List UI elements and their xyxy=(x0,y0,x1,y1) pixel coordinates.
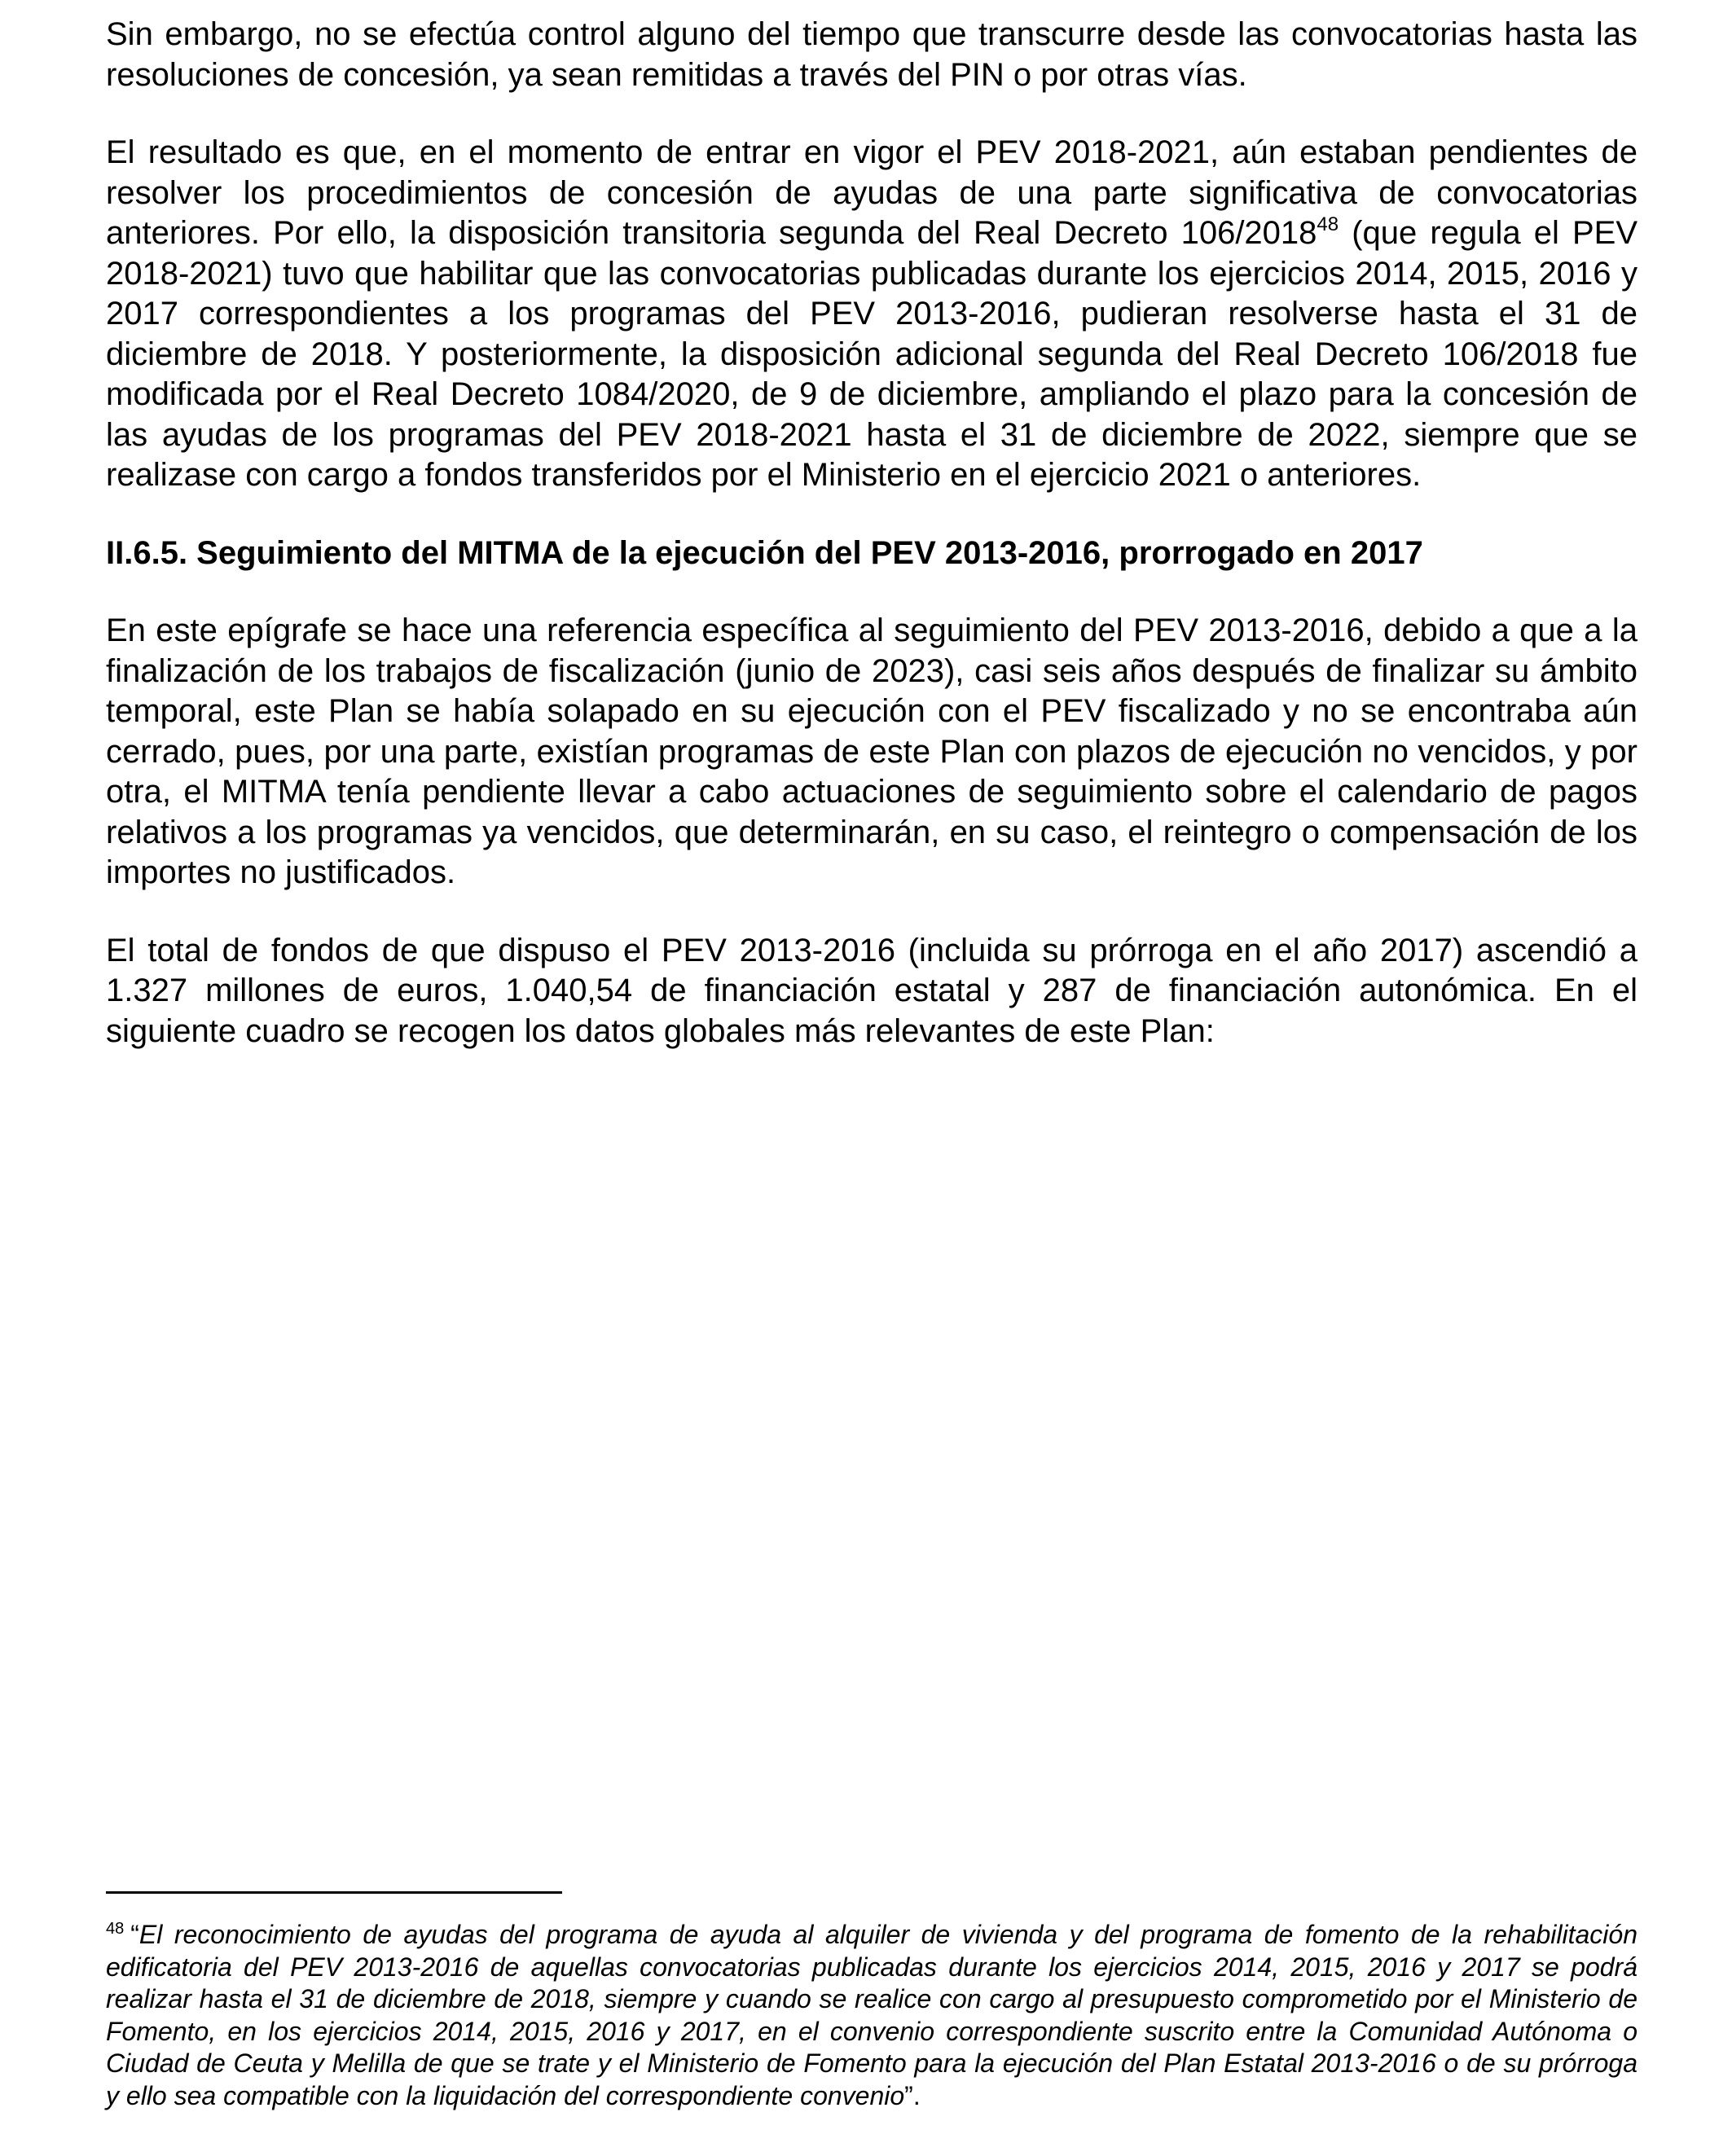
document-body xyxy=(106,15,1637,1052)
footnote-number: 48 xyxy=(106,1920,125,1938)
footnote-reference-48[interactable]: 48 xyxy=(1317,213,1339,235)
footnote-separator xyxy=(106,1891,562,1894)
paragraph-epigrafe: En este epígrafe se hace una referencia específica al seguimiento del PEV 2013-2016, debido a que a la finalización de los trabajos de fiscalización (junio de 2023), casi seis años después de finalizar su ámbito temporal, este Plan se había solapado en su ejecución con el PEV fiscalizado y no se encontraba aún cerrado, pues, por una parte, existían programas de este Plan con plazos de ejecución no vencidos, y por otra, el MITMA tenía pendiente llevar a cabo actuaciones de seguimiento sobre el calendario de pagos relativos a los programas ya vencidos, que determinarán, en su caso, el reintegro o compensación de los importes no justificados. xyxy=(106,613,1637,890)
paragraph-resultado-text-1: El resultado es que, en el momento de entrar en vigor el PEV 2018-2021, aún estaban pendientes de resolver los procedimientos de concesión de ayudas de una parte significativa de convocatorias anteriores. Por ello, la disposición transitoria segunda del Real Decreto 106/2018 xyxy=(106,134,1637,251)
footnote-open-quote: “ xyxy=(130,1920,139,1949)
footnote-text: El reconocimiento de ayudas del programa de ayuda al alquiler de vivienda y del programa de fomento de la rehabilitación edificatoria del PEV 2013-2016 de aquellas convocatorias publicadas durante los ejercicios 2014, 2015, 2016 y 2017 se podrá realizar hasta el 31 de diciembre de 2018, siempre y cuando se realice con cargo al presupuesto comprometido por el Ministerio de Fomento, en los ejercicios 2014, 2015, 2016 y 2017, en el convenio correspondiente suscrito entre la Comunidad Autónoma o Ciudad de Ceuta y Melilla de que se trate y el Ministerio de Fomento para la ejecución del Plan Estatal 2013-2016 o de su prórroga y ello sea compatible con la liquidación del correspondiente convenio xyxy=(106,1920,1637,2110)
paragraph-resultado xyxy=(106,133,1637,496)
paragraph-resultado-text-2: (que regula el PEV 2018-2021) tuvo que habilitar que las convocatorias publicadas durante los ejercicios 2014, 2015, 2016 y 2017 correspondientes a los programas del PEV 2013-2016, pudieran resolverse hasta el 31 de diciembre de 2018. Y posteriormente, la disposición adicional segunda del Real Decreto 106/2018 fue modificada por el Real Decreto 1084/2020, de 9 de diciembre, ampliando el plazo para la concesión de las ayudas de los programas del PEV 2018-2021 hasta el 31 de diciembre de 2022, siempre que se realizase con cargo a fondos transferidos por el Ministerio en el ejercicio 2021 o anteriores. xyxy=(106,215,1638,493)
footnote-close-quote: ”. xyxy=(904,2080,921,2110)
paragraph-control-tiempo: Sin embargo, no se efectúa control alguno del tiempo que transcurre desde las convocatorias hasta las resoluciones de concesión, ya sean remitidas a través del PIN o por otras vías. xyxy=(106,16,1637,93)
section-heading: II.6.5. Seguimiento del MITMA de la ejecución del PEV 2013-2016, prorrogado en 2017 xyxy=(106,534,1423,571)
paragraph-total-fondos: El total de fondos de que dispuso el PEV 2013-2016 (incluida su prórroga en el año 2017) ascendió a 1.327 millones de euros, 1.040,54 de financiación estatal y 287 de financiación autonómica. En el siguiente cuadro se recogen los datos globales más relevantes de este Plan: xyxy=(106,932,1637,1049)
footnote-48 xyxy=(106,1919,1637,2112)
